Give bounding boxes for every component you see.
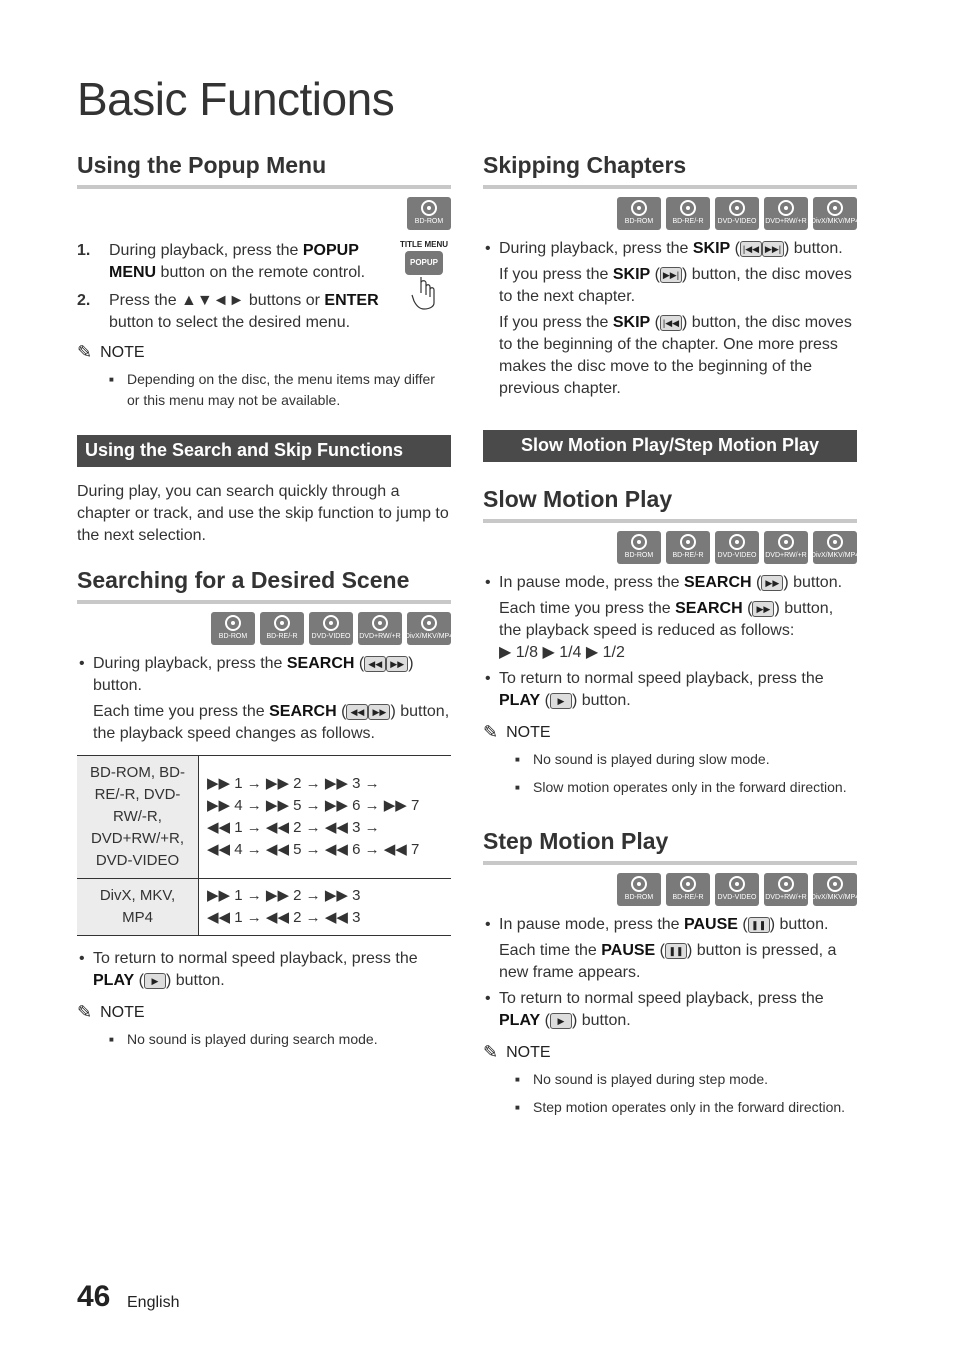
step-heading: Step Motion Play [483, 828, 857, 865]
slow-speed-sequence: ▶ 1/8 ▶ 1/4 ▶ 1/2 [499, 644, 625, 661]
remote-popup-button: POPUP [405, 251, 443, 275]
speed-cell [199, 879, 452, 936]
dvd-video-disc-icon: DVD-VIDEO [715, 531, 759, 564]
step-disc-icons [483, 873, 860, 906]
bullet-text: In pause mode, press the [499, 574, 684, 591]
dvd-rw-r-disc-icon: DVD+RW/+R [764, 873, 808, 906]
para-text: button, the playback speed changes as follows. [93, 703, 450, 742]
disc-type-cell: DivX, MKV, MP4 [77, 879, 199, 936]
dvd-rw-r-disc-icon: DVD+RW/+R [764, 531, 808, 564]
bullet-text: button. [577, 1012, 631, 1029]
para-text: button, the disc moves to the beginning of the chapter. One more press makes the disc move to the beginning of the previous chapter. [499, 314, 852, 397]
pencil-icon: ✎ [77, 1002, 93, 1022]
step-text: button on the remote control. [156, 264, 366, 281]
popup-menu-key: POPUP MENU [109, 242, 359, 281]
bullet-text: In pause mode, press the [499, 916, 684, 933]
bullet-text: button. [788, 574, 843, 591]
bd-re-r-disc-icon: BD-RE/-R [666, 197, 710, 230]
search-bullet-2: • To return to normal speed playback, press the PLAY ( ▶ ) button. [77, 948, 451, 992]
page-number: 46 [77, 1280, 111, 1313]
search-key: SEARCH [684, 574, 752, 591]
dvd-rw-r-disc-icon: DVD+RW/+R [764, 197, 808, 230]
skip-back-button-icon: |◀◀ [660, 315, 682, 331]
popup-step-2 [77, 290, 387, 334]
dvd-video-disc-icon: DVD-VIDEO [715, 197, 759, 230]
search-skip-intro: During play, you can search quickly through a chapter or track, and use the skip function to jump to the next selection. [77, 483, 449, 544]
step-number: 2. [77, 292, 91, 309]
skip-key: SKIP [692, 240, 731, 257]
bullet-text: To return to normal speed playback, press the [499, 990, 824, 1007]
search-key: SEARCH [269, 703, 337, 720]
fast-forward-button-icon: ▶▶ [761, 575, 783, 591]
dvd-video-disc-icon: DVD-VIDEO [309, 612, 353, 645]
search-disc-icons [77, 612, 454, 645]
play-key: PLAY [499, 692, 541, 709]
step-text: Press the ▲▼◄► buttons or [109, 292, 325, 309]
bd-rom-disc-icon: BD-ROM [211, 612, 255, 645]
divx-mkv-mp4-disc-icon: DivX/MKV/MP4 [813, 873, 857, 906]
slow-bullet-1: • In pause mode, press the SEARCH ( ▶▶ ) button. [483, 572, 857, 594]
pencil-icon: ✎ [483, 722, 499, 742]
skip-disc-icons [483, 197, 860, 230]
skip-forward-button-icon: ▶▶| [660, 267, 682, 283]
pencil-icon: ✎ [77, 342, 93, 362]
slow-note-item: ■ Slow motion operates only in the forward direction. [483, 777, 857, 798]
note-label: NOTE [100, 343, 145, 361]
search-sub-para: Each time you press the SEARCH ( ◀◀ ▶▶ ) button, the playback speed changes as follows. [93, 703, 450, 742]
search-speed-table [77, 755, 451, 936]
popup-note-item: ■ Depending on the disc, the menu items may differ or this menu may not be available. [77, 369, 451, 411]
right-column [483, 152, 860, 1118]
table-row [77, 756, 451, 879]
search-note-item: ■ No sound is played during search mode. [77, 1029, 451, 1050]
bullet-text: During playback, press the [93, 655, 287, 672]
remote-label-title-menu: TITLE MENU [400, 240, 448, 249]
play-button-icon: ▶ [550, 1013, 572, 1029]
bd-rom-disc-icon: BD-ROM [617, 531, 661, 564]
step-note-item: ■ Step motion operates only in the forward direction. [483, 1097, 857, 1118]
bullet-text: button. [171, 972, 225, 989]
skip-back-button-icon: |◀◀ [740, 241, 762, 257]
note-label: NOTE [506, 723, 551, 741]
para-text: button, the playback speed is reduced as follows: [499, 600, 834, 639]
skip-forward-button-icon: ▶▶| [762, 241, 784, 257]
speed-line: ▶▶ 1 → ▶▶ 2 → ▶▶ 3 → [207, 775, 380, 792]
skip-heading: Skipping Chapters [483, 152, 857, 189]
fast-forward-button-icon: ▶▶ [386, 656, 408, 672]
note-label: NOTE [100, 1003, 145, 1021]
slow-note-item: ■ No sound is played during slow mode. [483, 749, 857, 770]
popup-note-header [77, 342, 451, 363]
pause-button-icon: ❚❚ [665, 943, 687, 959]
play-key: PLAY [499, 1012, 541, 1029]
play-key: PLAY [93, 972, 135, 989]
speed-line: ▶▶ 4 → ▶▶ 5 → ▶▶ 6 → ▶▶ 7 [207, 797, 420, 814]
bullet-text: To return to normal speed playback, press the [499, 670, 824, 687]
dvd-rw-r-disc-icon: DVD+RW/+R [358, 612, 402, 645]
search-bullet-1: • During playback, press the SEARCH ( ◀◀ ▶▶ ) button. [77, 653, 451, 697]
step-bullet-1: • In pause mode, press the PAUSE ( ❚❚ ) button. [483, 914, 857, 936]
search-note-header [77, 1002, 451, 1023]
search-key: SEARCH [286, 655, 355, 672]
popup-step-1 [77, 240, 387, 284]
popup-disc-icons [77, 197, 451, 230]
step-bullet-2: • To return to normal speed playback, press the PLAY ( ▶ ) button. [483, 988, 857, 1032]
bullet-text: button. [789, 240, 843, 257]
bullet-text: button. [577, 692, 631, 709]
divx-mkv-mp4-disc-icon: DivX/MKV/MP4 [407, 612, 451, 645]
divx-mkv-mp4-disc-icon: DivX/MKV/MP4 [813, 197, 857, 230]
table-row [77, 879, 451, 936]
bullet-text: During playback, press the [499, 240, 693, 257]
page-title: Basic Functions [77, 73, 395, 125]
search-scene-heading: Searching for a Desired Scene [77, 567, 451, 604]
slow-step-bar: Slow Motion Play/Step Motion Play [483, 430, 857, 462]
speed-line: ◀◀ 1 → ◀◀ 2 → ◀◀ 3 [207, 909, 361, 926]
play-button-icon: ▶ [550, 693, 572, 709]
page-language: English [127, 1294, 180, 1311]
para-text: button, the disc moves to the next chapter. [499, 266, 852, 305]
bd-rom-disc-icon: BD-ROM [407, 197, 451, 230]
step-note-item: ■ No sound is played during step mode. [483, 1069, 857, 1090]
step-text: button to select the desired menu. [109, 314, 351, 331]
para-text: Each time you press the [93, 703, 270, 720]
slow-para-1: Each time you press the SEARCH ( ▶▶ ) button, the playback speed is reduced as follows: ▶ 1/8 ▶ 1/4 ▶ 1/2 [483, 598, 857, 664]
skip-key: SKIP [612, 314, 651, 331]
skip-para-2: If you press the SKIP ( |◀◀ ) button, the disc moves to the beginning of the chapter. One more press makes the disc move to the beginning of the previous chapter. [499, 314, 852, 397]
bd-rom-disc-icon: BD-ROM [617, 197, 661, 230]
slow-disc-icons [483, 531, 860, 564]
rewind-button-icon: ◀◀ [364, 656, 386, 672]
para-text: Each time you press the [499, 600, 676, 617]
speed-line: ◀◀ 1 → ◀◀ 2 → ◀◀ 3 → [207, 819, 380, 836]
fast-forward-button-icon: ▶▶ [752, 601, 774, 617]
pause-key: PAUSE [601, 942, 656, 959]
step-para-1: Each time the PAUSE ( ❚❚ ) button is pressed, a new frame appears. [499, 942, 837, 981]
step-number: 1. [77, 242, 91, 259]
divx-mkv-mp4-disc-icon: DivX/MKV/MP4 [813, 531, 857, 564]
bd-re-r-disc-icon: BD-RE/-R [666, 531, 710, 564]
popup-menu-heading: Using the Popup Menu [77, 152, 451, 189]
bullet-text: To return to normal speed playback, press the [93, 950, 418, 967]
pencil-icon: ✎ [483, 1042, 499, 1062]
slow-heading: Slow Motion Play [483, 486, 857, 523]
pointing-hand-icon [409, 275, 439, 311]
note-label: NOTE [506, 1043, 551, 1061]
bd-rom-disc-icon: BD-ROM [617, 873, 661, 906]
fast-forward-button-icon: ▶▶ [368, 704, 390, 720]
para-text: button is pressed, a new frame appears. [499, 942, 837, 981]
step-text: During playback, press the [109, 242, 303, 259]
bd-re-r-disc-icon: BD-RE/-R [666, 873, 710, 906]
bullet-text: button. [93, 677, 142, 694]
left-column [77, 152, 454, 1050]
search-skip-bar: Using the Search and Skip Functions [77, 435, 451, 467]
skip-para-1: If you press the SKIP ( ▶▶| ) button, the disc moves to the next chapter. [499, 266, 852, 305]
pause-key: PAUSE [684, 916, 738, 933]
slow-note-header [483, 722, 857, 743]
slow-bullet-2: • To return to normal speed playback, press the PLAY ( ▶ ) button. [483, 668, 857, 712]
skip-key: SKIP [612, 266, 651, 283]
bd-re-r-disc-icon: BD-RE/-R [260, 612, 304, 645]
speed-cell [199, 756, 452, 879]
play-button-icon: ▶ [144, 973, 166, 989]
bullet-text: button. [775, 916, 829, 933]
para-text: If you press the [499, 266, 613, 283]
dvd-video-disc-icon: DVD-VIDEO [715, 873, 759, 906]
pause-button-icon: ❚❚ [748, 917, 770, 933]
para-text: If you press the [499, 314, 613, 331]
speed-line: ▶▶ 1 → ▶▶ 2 → ▶▶ 3 [207, 887, 361, 904]
popup-steps [77, 240, 451, 411]
step-note-header [483, 1042, 857, 1063]
skip-bullet-1: • During playback, press the SKIP ( |◀◀ ▶▶| ) button. [483, 238, 857, 260]
enter-key: ENTER [324, 292, 379, 309]
rewind-button-icon: ◀◀ [346, 704, 368, 720]
disc-type-cell: BD-ROM, BD-RE/-R, DVD-RW/-R, DVD+RW/+R, DVD-VIDEO [77, 756, 199, 879]
speed-line: ◀◀ 4 → ◀◀ 5 → ◀◀ 6 → ◀◀ 7 [207, 841, 420, 858]
para-text: Each time the [499, 942, 602, 959]
search-key: SEARCH [675, 600, 743, 617]
remote-popup-button-illustration [397, 240, 451, 316]
